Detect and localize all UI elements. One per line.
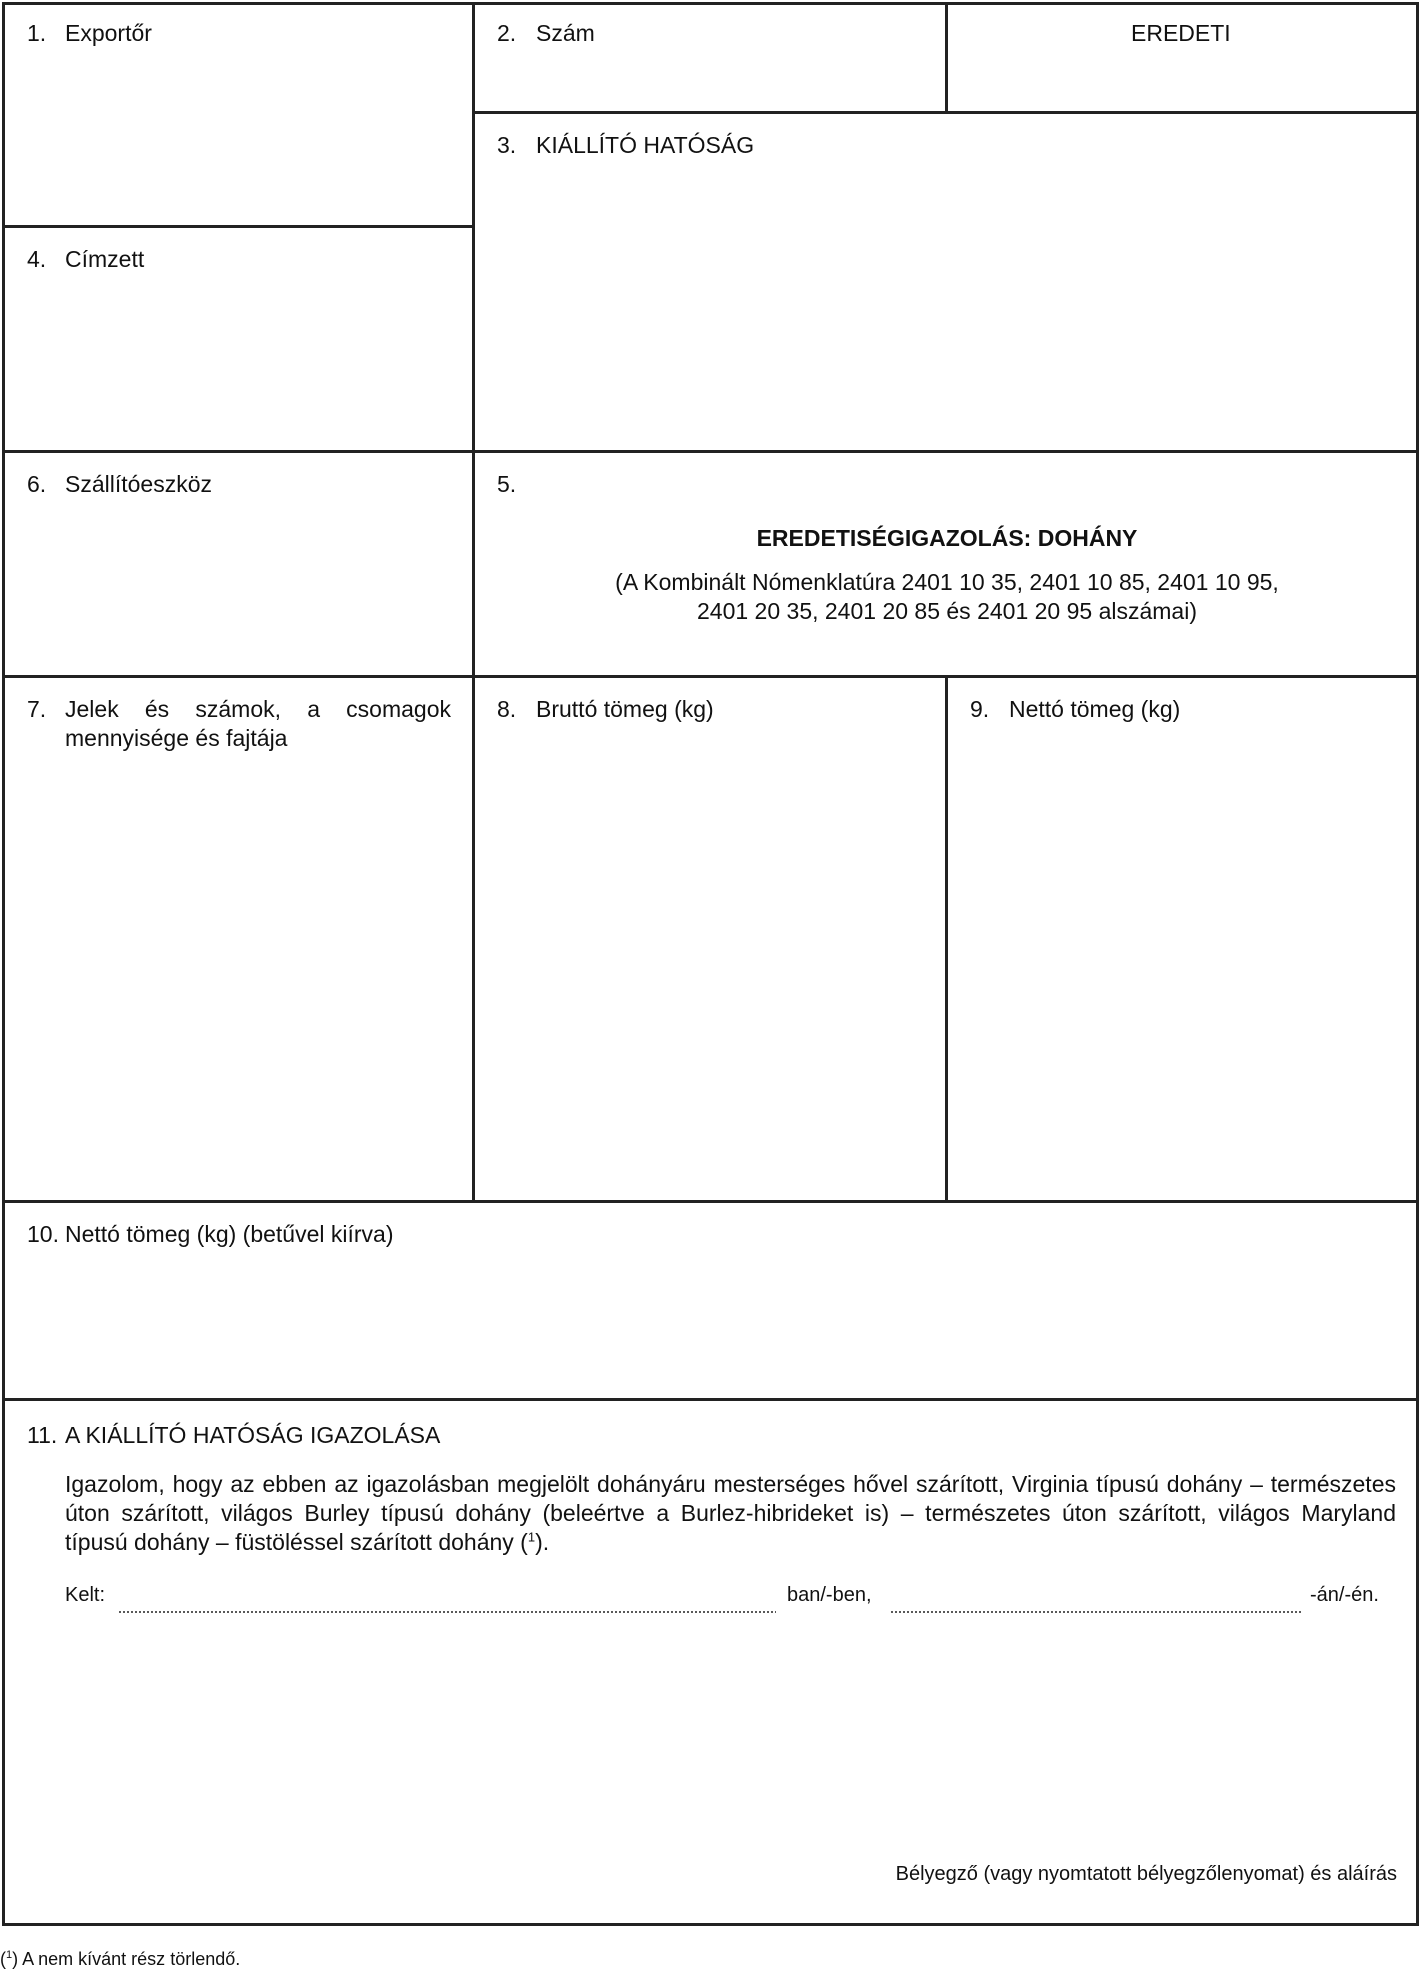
field-8-gross-weight [497, 695, 714, 724]
attestation-text: úton szárított, világos Burley típusú dohány (beleértve a Burlez-hibrideket is) – természetes úton szárított, világos Maryland [65, 1500, 1396, 1526]
divider-h-row-5-6 [2, 450, 1419, 453]
place-suffix: ban/-ben, [787, 1584, 872, 1606]
divider-v-8-9 [945, 675, 948, 1202]
field-number: 10. [27, 1221, 59, 1247]
divider-h-2-3 [472, 111, 1419, 114]
date-suffix: -án/-én. [1310, 1584, 1379, 1606]
field-7-label-line-2: mennyisége és fajtája [65, 725, 288, 751]
attestation-text: Igazolom, hogy az ebben az igazolásban megjelölt dohányáru mesterséges hővel szárított, Virginia típusú dohány – természetes [65, 1471, 1396, 1497]
divider-h-row-11 [2, 1398, 1419, 1401]
original-label: EREDETI [1131, 20, 1231, 46]
attestation-text: ). [535, 1529, 550, 1555]
field-label: Exportőr [65, 20, 152, 46]
form-border-right [1416, 2, 1419, 1926]
field-number: 6. [27, 471, 47, 497]
field-number: 8. [497, 696, 517, 722]
field-number: 4. [27, 246, 47, 272]
field-label: KIÁLLÍTÓ HATÓSÁG [536, 132, 755, 158]
field-label: Nettó tömeg (kg) (betűvel kiírva) [65, 1221, 394, 1247]
field-label: Címzett [65, 246, 145, 272]
divider-h-1-4 [2, 225, 475, 228]
field-number: 3. [497, 132, 517, 158]
form-border-bottom [2, 1923, 1419, 1926]
divider-h-row-10 [2, 1200, 1419, 1203]
attestation-line-1 [65, 1470, 1396, 1499]
kelt-label: Kelt: [65, 1584, 106, 1606]
certificate-title: EREDETISÉGIGAZOLÁS: DOHÁNY [756, 525, 1138, 551]
field-label: Szállítóeszköz [65, 471, 213, 497]
field-number: 9. [970, 696, 990, 722]
attestation-text: típusú dohány – füstöléssel szárított dohány ( [65, 1529, 528, 1555]
field-9-net-weight [970, 695, 1180, 724]
field-10-net-weight-words [27, 1220, 394, 1249]
field-label: Szám [536, 20, 595, 46]
field-4-consignee [27, 245, 144, 274]
divider-h-row-7-9 [2, 675, 1419, 678]
field-1-exporter [27, 19, 152, 48]
field-number: 2. [497, 20, 517, 46]
field-label: Jelek és számok, a csomagok [65, 696, 451, 722]
stamp-signature-label: Bélyegző (vagy nyomtatott bélyegzőlenyomat) és aláírás [895, 1863, 1397, 1885]
field-number: 1. [27, 20, 47, 46]
footnote-text: ) A nem kívánt rész törlendő. [12, 1949, 241, 1969]
footnote [0, 1947, 240, 1971]
date-fill-line[interactable] [890, 1611, 1303, 1613]
field-7-number: 7. [27, 696, 47, 722]
field-number: 11. [27, 1422, 58, 1448]
field-11-heading [27, 1421, 440, 1450]
field-label: Nettó tömeg (kg) [1009, 696, 1181, 722]
certificate-subtitle-line-1: (A Kombinált Nómenklatúra 2401 10 35, 2401 10 85, 2401 10 95, [615, 569, 1279, 595]
field-5-number: 5. [497, 471, 517, 497]
footnote-ref: 1 [527, 1529, 536, 1545]
form-border-top [2, 2, 1419, 5]
field-label: Bruttó tömeg (kg) [536, 696, 714, 722]
field-2-number [497, 19, 595, 48]
footnote-number: 1 [6, 1949, 13, 1961]
field-title: A KIÁLLÍTÓ HATÓSÁG IGAZOLÁSA [65, 1422, 441, 1448]
footnote-open: ( [0, 1949, 6, 1969]
field-6-transport [27, 470, 212, 499]
attestation-line-3 [65, 1528, 549, 1557]
place-fill-line[interactable] [118, 1611, 776, 1613]
certificate-subtitle-line-2: 2401 20 35, 2401 20 85 és 2401 20 95 alszámai) [697, 598, 1197, 624]
field-7-label-line-1 [65, 695, 451, 724]
form-border-left [2, 2, 5, 1926]
divider-v-eredeti [945, 2, 948, 113]
field-3-issuing-authority [497, 131, 754, 160]
attestation-line-2 [65, 1499, 1396, 1528]
